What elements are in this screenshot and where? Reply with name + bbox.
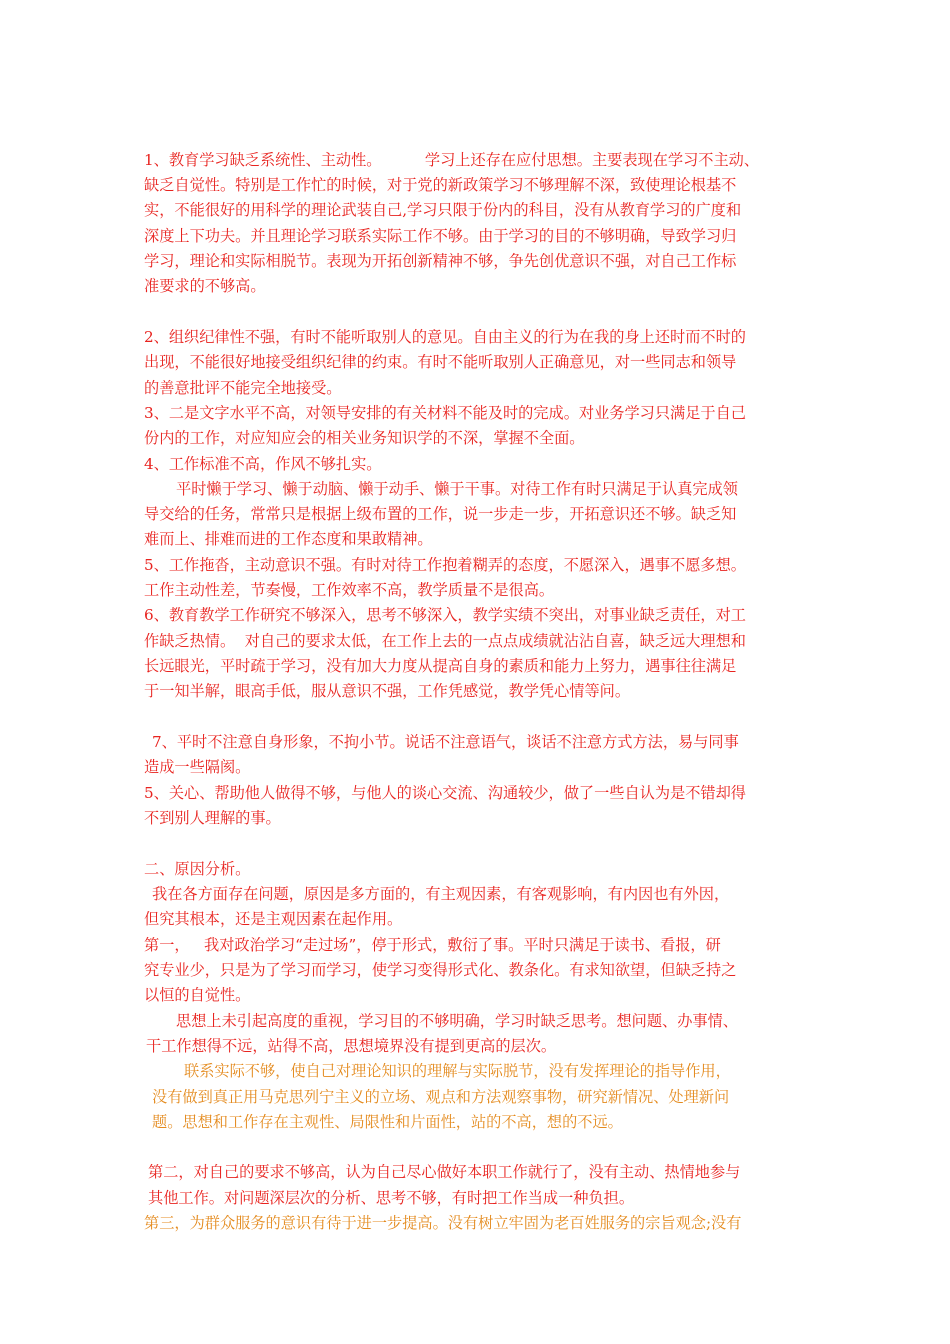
text-line: 造成一些隔阂。 <box>144 758 251 776</box>
text-line: 导交给的任务，常常只是根据上级布置的工作，说一步走一步，开拓意识还不够。缺乏知 <box>144 505 737 523</box>
text-line: 实，不能很好的用科学的理论武装自己,学习只限于份内的科目，没有从教育学习的广度和 <box>144 201 742 219</box>
text-line: 7、平时不注意自身形象，不拘小节。说话不注意语气，谈话不注意方式方法，易与同事 <box>152 733 739 751</box>
text-line: 长远眼光，平时疏于学习，没有加大力度从提高自身的素质和能力上努力，遇事往往满足 <box>144 657 737 675</box>
text-line: 究专业少，只是为了学习而学习，使学习变得形式化、教条化。有求知欲望，但缺乏持之 <box>144 961 737 979</box>
section-heading: 二、原因分析。 <box>144 860 251 878</box>
text-line: 缺乏自觉性。特别是工作忙的时候，对于党的新政策学习不够理解不深，致使理论根基不 <box>144 176 737 194</box>
text-line: 5、关心、帮助他人做得不够，与他人的谈心交流、沟通较少，做了一些自认为是不错却得 <box>144 784 746 802</box>
text-line: 题。思想和工作存在主观性、局限性和片面性，站的不高，想的不远。 <box>152 1113 623 1131</box>
text-line: 3、二是文字水平不高，对领导安排的有关材料不能及时的完成。对业务学习只满足于自己 <box>144 404 746 422</box>
text-line: 第二，对自己的要求不够高，认为自己尽心做好本职工作就行了，没有主动、热情地参与 <box>148 1163 741 1181</box>
text-line: 2、组织纪律性不强，有时不能听取别人的意见。自由主义的行为在我的身上还时而不时的 <box>144 328 746 346</box>
text-line: 出现，不能很好地接受组织纪律的约束。有时不能听取别人正确意见，对一些同志和领导 <box>144 353 737 371</box>
text-line: 于一知半解，眼高手低，服从意识不强，工作凭感觉，教学凭心情等问。 <box>144 682 630 700</box>
text-line: 5、工作拖沓，主动意识不强。有时对待工作抱着糊弄的态度，不愿深入，遇事不愿多想。 <box>144 556 746 574</box>
text-line: 我在各方面存在问题，原因是多方面的，有主观因素，有客观影响，有内因也有外因， <box>152 885 730 903</box>
text-line: 没有做到真正用马克思列宁主义的立场、观点和方法观察事物，研究新情况、处理新问 <box>152 1088 730 1106</box>
text-line: 作缺乏热情。 对自己的要求太低，在工作上去的一点点成绩就沾沾自喜，缺乏远大理想和 <box>144 632 746 650</box>
text-line: 第一， 我对政治学习“走过场”，停于形式，敷衍了事。平时只满足于读书、看报，研 <box>144 936 721 954</box>
text-line: 联系实际不够，使自己对理论知识的理解与实际脱节，没有发挥理论的指导作用， <box>184 1062 731 1080</box>
text-line: 思想上未引起高度的重视，学习目的不够明确，学习时缺乏思考。想问题、办事情、 <box>176 1012 738 1030</box>
text-line: 但究其根本，还是主观因素在起作用。 <box>144 910 403 928</box>
text-line: 准要求的不够高。 <box>144 277 266 295</box>
text-line: 份内的工作，对应知应会的相关业务知识学的不深，掌握不全面。 <box>144 429 585 447</box>
text-line: 4、工作标准不高，作风不够扎实。 <box>144 455 382 473</box>
text-line: 1、教育学习缺乏系统性、主动性。 学习上还存在应付思想。主要表现在学习不主动、 <box>144 151 760 169</box>
text-line: 以恒的自觉性。 <box>144 986 251 1004</box>
text-line: 难而上、排难而进的工作态度和果敢精神。 <box>144 530 433 548</box>
text-line: 其他工作。对问题深层次的分析、思考不够，有时把工作当成一种负担。 <box>148 1189 634 1207</box>
text-line: 干工作想得不远，站得不高，思想境界没有提到更高的层次。 <box>146 1037 557 1055</box>
text-line: 平时懒于学习、懒于动脑、懒于动手、懒于干事。对待工作有时只满足于认真完成领 <box>176 480 738 498</box>
text-line: 第三，为群众服务的意识有待于进一步提高。没有树立牢固为老百姓服务的宗旨观念;没有 <box>144 1214 742 1232</box>
text-line: 不到别人理解的事。 <box>144 809 281 827</box>
text-line: 学习，理论和实际相脱节。表现为开拓创新精神不够，争先创优意识不强，对自己工作标 <box>144 252 737 270</box>
text-line: 深度上下功夫。并且理论学习联系实际工作不够。由于学习的目的不够明确，导致学习归 <box>144 227 737 245</box>
text-line: 工作主动性差，节奏慢，工作效率不高，教学质量不是很高。 <box>144 581 555 599</box>
text-line: 6、教育教学工作研究不够深入，思考不够深入，教学实绩不突出，对事业缺乏责任，对工 <box>144 606 746 624</box>
text-line: 的善意批评不能完全地接受。 <box>144 379 342 397</box>
